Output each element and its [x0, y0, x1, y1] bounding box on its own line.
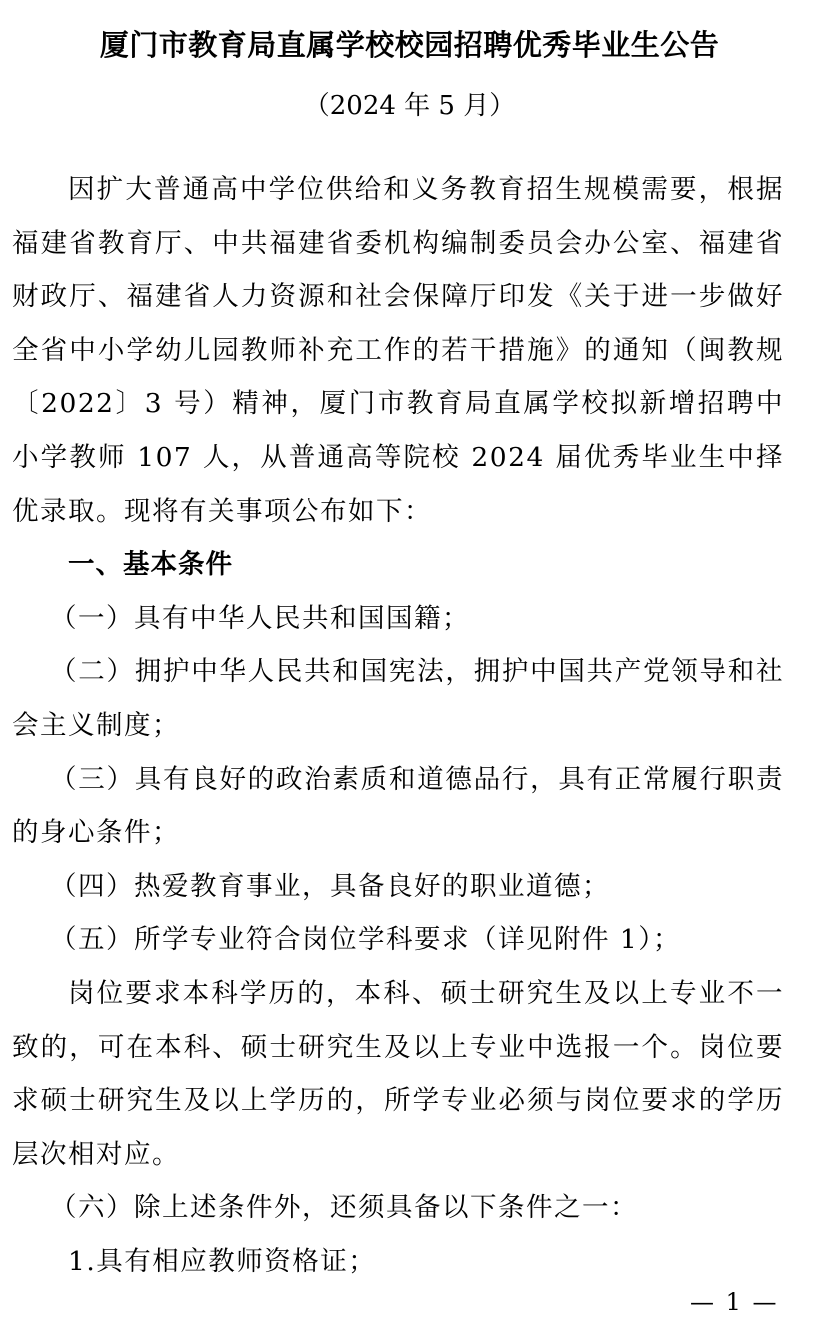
- condition-1: （一）具有中华人民共和国国籍；: [50, 602, 470, 634]
- sub-item-1: 1.具有相应教师资格证；: [68, 1245, 377, 1277]
- publish-date: （2024 年 5 月）: [303, 91, 516, 121]
- document-title: 厦门市教育局直属学校校园招聘优秀毕业生公告: [99, 28, 720, 63]
- condition-3: （三）具有良好的政治素质和道德品行，具有正常履行职责的身心条件；: [12, 763, 784, 849]
- condition-4: （四）热爱教育事业，具备良好的职业道德；: [50, 870, 610, 902]
- condition-6: （六）除上述条件外，还须具备以下条件之一：: [50, 1192, 638, 1224]
- document-body: [12, 163, 784, 1288]
- condition-2: （二）拥护中华人民共和国宪法，拥护中国共产党领导和社会主义制度；: [12, 656, 784, 741]
- condition-5: （五）所学专业符合岗位学科要求（详见附件 1）；: [50, 924, 682, 956]
- major-requirement-note: 岗位要求本科学历的，本科、硕士研究生及以上专业不一致的，可在本科、硕士研究生及以上专业中选报一个。岗位要求硕士研究生及以上学历的，所学专业必须与岗位要求的学历层次相对应。: [12, 977, 784, 1170]
- section-heading-basic-conditions: 一、基本条件: [68, 549, 233, 581]
- intro-paragraph: 因扩大普通高中学位供给和义务教育招生规模需要，根据福建省教育厅、中共福建省委机构编制委员会办公室、福建省财政厅、福建省人力资源和社会保障厅印发《关于进一步做好全省中小学幼儿园教师补充工作的若干措施》的通知（闽教规〔2022〕3 号）精神，厦门市教育局直属学校拟新增招聘中小学教师 107 人，从普通高等院校 2024 届优秀毕业生中择优录取。现将有关事项公布如下：: [12, 174, 784, 527]
- page-number: — 1 —: [690, 1288, 779, 1316]
